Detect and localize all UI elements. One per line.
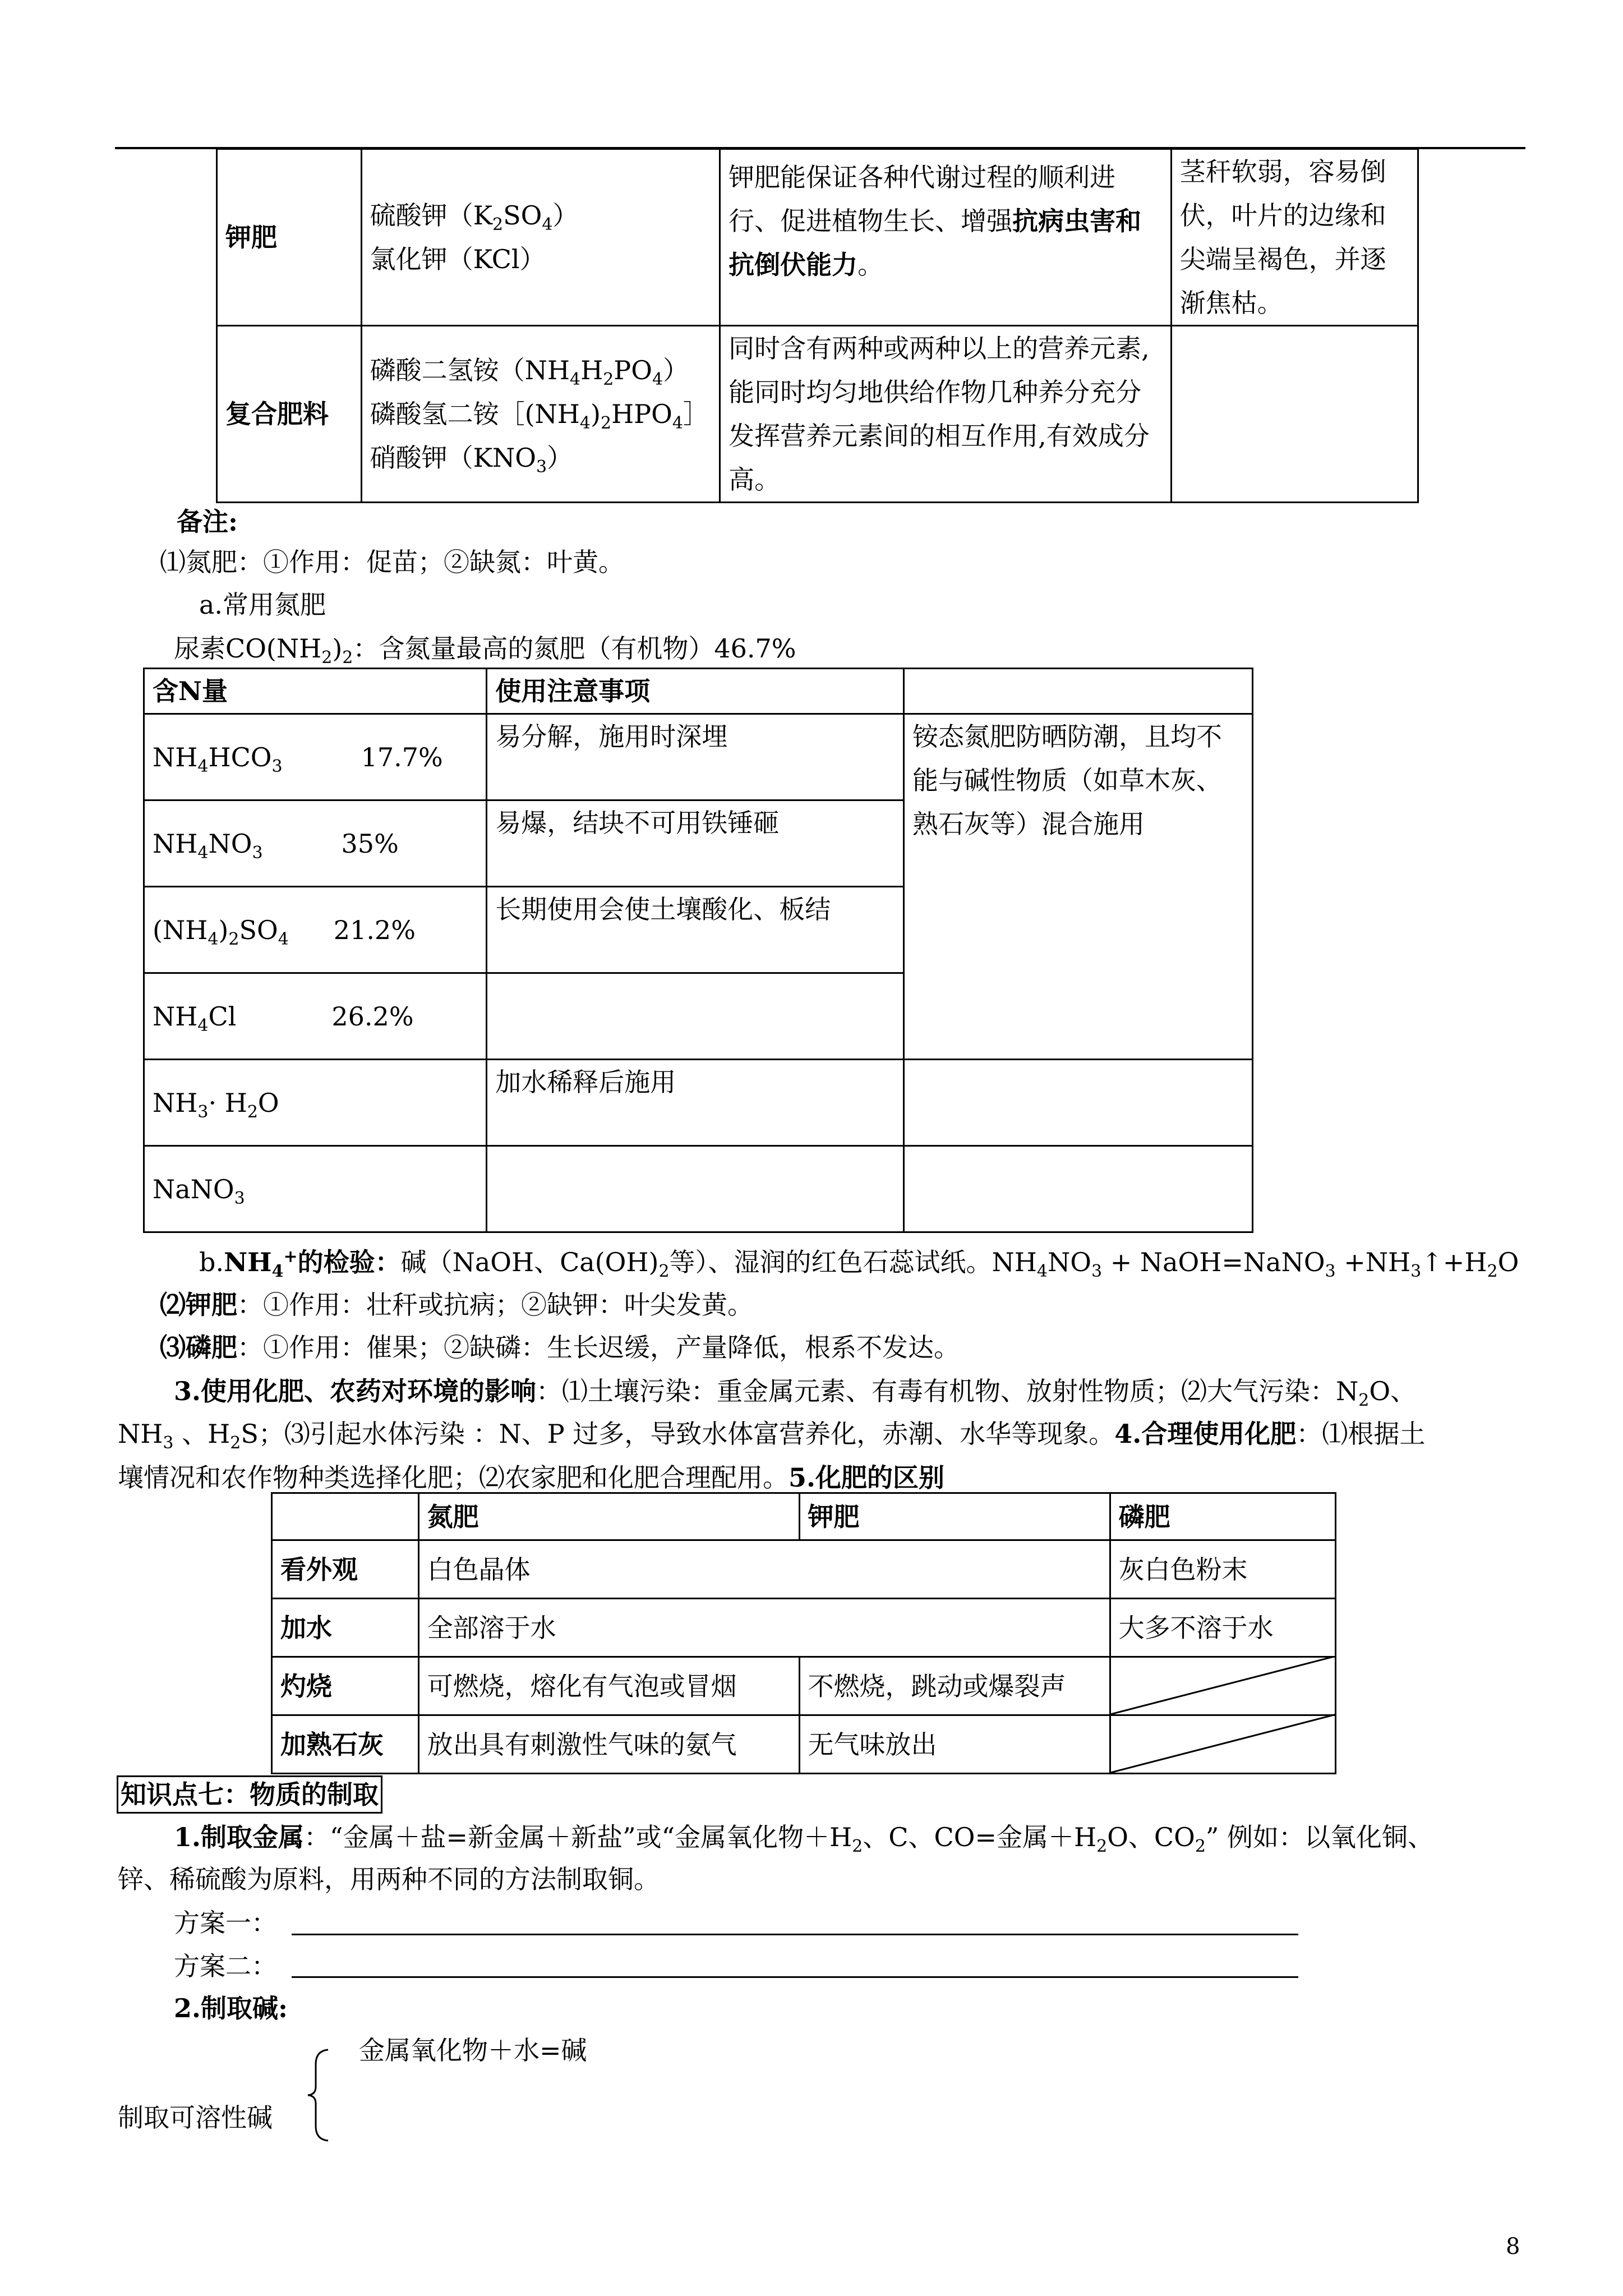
- env-para-line3: 壤情况和农作物种类选择化肥；⑵农家肥和化肥合理配用。5.化肥的区别: [118, 1462, 945, 1493]
- table-header-row: [144, 669, 1253, 714]
- row-label: 加水: [272, 1599, 419, 1657]
- section7-title: 知识点七：物质的制取: [117, 1775, 382, 1814]
- note-cell: [487, 1146, 904, 1232]
- lack-cell: 茎秆软弱，容易倒伏，叶片的边缘和尖端呈褐色，并逐渐焦枯。: [1171, 149, 1418, 326]
- table-row: [272, 1540, 1336, 1599]
- table-row: [144, 1146, 1253, 1232]
- metal-line2: 锌、稀硫酸为原料，用两种不同的方法制取铜。: [118, 1864, 660, 1894]
- notes-label: 备注:: [177, 507, 238, 537]
- row-label: 灼烧: [272, 1657, 419, 1715]
- note-cell: 易分解，施用时深埋: [487, 714, 904, 800]
- header-cell: 含N量: [144, 669, 487, 714]
- cell: 可燃烧，熔化有气泡或冒烟: [418, 1657, 799, 1715]
- note-cell: 长期使用会使土壤酸化、板结: [487, 887, 904, 973]
- header-cell: [272, 1493, 419, 1540]
- table-row: [217, 149, 1418, 326]
- cell: 放出具有刺激性气味的氨气: [418, 1715, 799, 1774]
- plan1-blank[interactable]: [292, 1934, 1298, 1935]
- compound-cell: $(NH_4)_2SO_4$ 21.2%: [144, 887, 487, 973]
- compound-cell: $NH_4Cl$ 26.2%: [144, 973, 487, 1060]
- env-para-line2: $NH_3$ 、$H_2S$；⑶引起水体污染 ：N、P 过多，导致水体富营养化，赤潮、水华等现象。4.合理使用化肥：⑴根据土: [118, 1419, 1426, 1453]
- row-label: 加熟石灰: [272, 1715, 419, 1774]
- cell: 无气味放出: [799, 1715, 1110, 1774]
- base-heading: 2.制取碱:: [174, 1993, 288, 2023]
- compound-cell: $NH_4HCO_3$ 17.7%: [144, 714, 487, 800]
- type-cell: 复合肥料: [217, 326, 362, 503]
- cell: 白色晶体: [418, 1540, 1110, 1599]
- note-cell: 易爆，结块不可用铁锤砸: [487, 800, 904, 887]
- note-urea: 尿素$CO(NH_2)_2$：含氮量最高的氮肥（有机物）46.7%: [174, 633, 796, 668]
- compound-cell: $NH_3\cdot H_2O$: [144, 1060, 487, 1146]
- cell: 灰白色粉末: [1110, 1540, 1335, 1599]
- env-para-line1: 3.使用化肥、农药对环境的影响：⑴土壤污染：重金属元素、有毒有机物、放射性物质；⑵大气污染：$N_2O$、: [174, 1376, 1417, 1411]
- plan2-label: 方案二：: [174, 1951, 277, 1981]
- diagonal-lines: [1110, 1656, 1336, 1774]
- note-potassium: ⑵钾肥：①作用：壮秆或抗病；②缺钾：叶尖发黄。: [160, 1290, 753, 1320]
- base-label: 制取可溶性碱: [118, 2102, 273, 2133]
- header-cell: 氮肥: [418, 1493, 799, 1540]
- table-row: [217, 326, 1418, 503]
- row-label: 看外观: [272, 1540, 419, 1599]
- cell: 全部溶于水: [418, 1599, 1110, 1657]
- note-cell: 加水稀释后施用: [487, 1060, 904, 1146]
- merged-note-cell: 铵态氮肥防晒防潮，且均不能与碱性物质（如草木灰、熟石灰等）混合施用: [904, 714, 1253, 1060]
- note-nitrogen: ⑴氮肥：①作用：促苗；②缺氮：叶黄。: [160, 547, 624, 577]
- note-cell: [487, 973, 904, 1060]
- note-phosphorus: ⑶磷肥：①作用：催果；②缺磷：生长迟缓，产量降低，根系不发达。: [160, 1332, 960, 1363]
- lack-cell: [1171, 326, 1418, 503]
- table-row: [144, 714, 1253, 800]
- role-cell: 钾肥能保证各种代谢过程的顺利进行、促进植物生长、增强抗病虫害和抗倒伏能力。: [720, 149, 1172, 326]
- empty-cell: [904, 1146, 1253, 1232]
- role-cell: 同时含有两种或两种以上的营养元素,能同时均匀地供给作物几种养分充分发挥营养元素间的相互作用,有效成分高。: [720, 326, 1172, 503]
- note-a-title: a.常用氮肥: [199, 590, 326, 620]
- compound-cell: $NH_4NO_3$ 35%: [144, 800, 487, 887]
- items-cell: 磷酸二氢铵$(NH_4H_2PO_4)$ 磷酸氢二铵$[(NH_4)_2HPO_4]$ 硝酸钾$(KNO_3)$: [361, 326, 720, 503]
- header-cell: 磷肥: [1110, 1493, 1335, 1540]
- table-row: [272, 1599, 1336, 1657]
- cell: 大多不溶于水: [1110, 1599, 1335, 1657]
- header-cell: [904, 669, 1253, 714]
- metal-line1: 1.制取金属：“金属＋盐=新金属＋新盐”或“金属氧化物$+H_2$、C、CO=金属$+H_2O$、$CO_2$” 例如：以氧化铜、: [174, 1822, 1434, 1857]
- table-row: [144, 1060, 1253, 1146]
- table-header-row: [272, 1493, 1336, 1540]
- plan1-label: 方案一：: [174, 1908, 277, 1938]
- page-number: 8: [1506, 2234, 1520, 2260]
- brace-icon: [306, 2047, 334, 2143]
- base-equation: 金属氧化物＋水=碱: [359, 2035, 587, 2065]
- type-cell: 钾肥: [217, 149, 362, 326]
- nitrogen-table: [143, 668, 1253, 1233]
- compound-cell: NaNO$_3$: [144, 1146, 487, 1232]
- items-cell: 硫酸钾$(K_2SO_4)$ 氯化钾（KCl）: [361, 149, 720, 326]
- cell: 不燃烧，跳动或爆裂声: [799, 1657, 1110, 1715]
- ammonium-test: $b.NH_4^+$的检验：碱（NaOH、$Ca(OH)_2$等）、湿润的红色石蕊试纸。$NH_4NO_3$ + NaOH=NaNO$_3$ $+NH_3↑+H_2O$: [199, 1246, 1519, 1282]
- plan2-blank[interactable]: [292, 1976, 1298, 1978]
- empty-cell: [904, 1060, 1253, 1146]
- header-cell: 使用注意事项: [487, 669, 904, 714]
- header-cell: 钾肥: [799, 1493, 1110, 1540]
- fertilizer-table: [216, 148, 1419, 503]
